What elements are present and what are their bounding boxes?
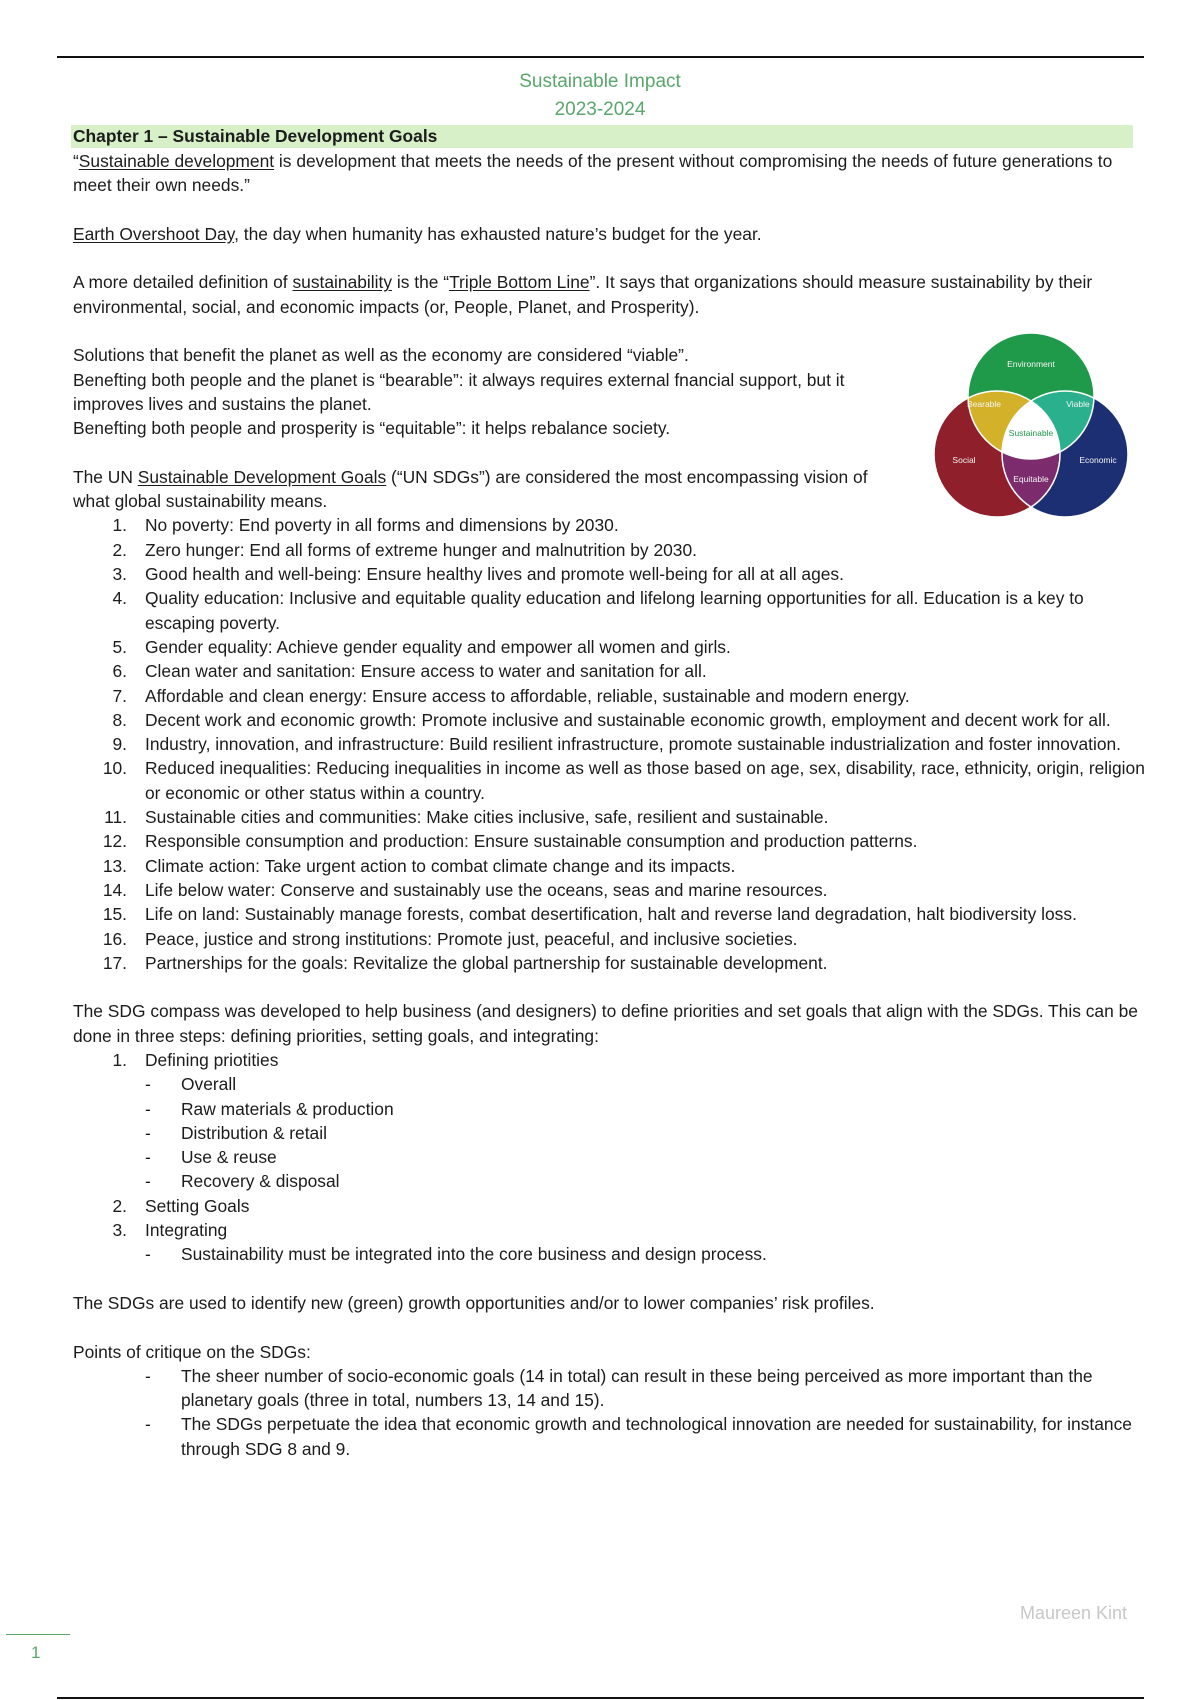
viable-line: Solutions that benefit the planet as well as the economy are considered “viable”.	[73, 345, 689, 366]
term-triple-bottom-line: Triple Bottom Line	[449, 272, 590, 293]
sdg-compass-paragraph: The SDG compass was developed to help business (and designers) to define priorities and set goals that align with the SDGs. This can be done in three steps: defining priorities, setting goals, and integrating:	[73, 1001, 1138, 1046]
author-name: Maureen Kint	[1019, 1603, 1127, 1623]
sdg-item: 10. Reduced inequalities: Reducing inequalities in income as well as those based on age, sex, disability, race, ethnicity, origin, religion or economic or other status within a country.	[102, 758, 1145, 803]
sdg-item: 9. Industry, innovation, and infrastructure: Build resilient infrastructure, promote sustainable industrialization and foster innovation.	[112, 734, 1122, 755]
compass-steps-continued	[73, 1194, 1145, 1243]
chapter-heading: Chapter 1 – Sustainable Development Goals	[71, 125, 1133, 148]
sdg-item: 1. No poverty: End poverty in all forms and dimensions by 2030.	[112, 515, 619, 536]
step3-sublist	[73, 1242, 1145, 1266]
list-item: - Use & reuse	[145, 1147, 277, 1168]
triple-bottom-line-paragraph: A more detailed definition of sustainability is the “Triple Bottom Line”. It says that organizations should measure sustainability by their environmental, social, and economic impacts (or, People, Planet, and Prosperity).	[73, 272, 1093, 317]
sdg-item: 16. Peace, justice and strong institutions: Promote just, peaceful, and inclusive societies.	[102, 928, 798, 949]
sdg-item: 5. Gender equality: Achieve gender equality and empower all women and girls.	[112, 636, 731, 657]
top-rule	[57, 56, 1144, 58]
sdg-item: 6. Clean water and sanitation: Ensure access to water and sanitation for all.	[112, 661, 707, 682]
sdg-item: 12. Responsible consumption and production: Ensure sustainable consumption and production patterns.	[102, 831, 918, 852]
bottom-rule	[57, 1697, 1144, 1699]
sdg-item: 3. Good health and well-being: Ensure healthy lives and promote well-being for all at all ages.	[112, 564, 844, 585]
growth-paragraph: The SDGs are used to identify new (green) growth opportunities and/or to lower companies’ risk profiles.	[73, 1292, 875, 1313]
triple-bottom-line-venn-diagram	[934, 333, 1128, 523]
page-number-rule	[6, 1634, 70, 1635]
compass-step-1: 1. Defining priotities	[112, 1049, 279, 1070]
overshoot-paragraph: Earth Overshoot Day, the day when humanity has exhausted nature’s budget for the year.	[73, 223, 762, 244]
document-title: Sustainable Impact	[519, 71, 681, 92]
venn-label-viable: Viable	[1066, 399, 1090, 409]
venn-label-equitable: Equitable	[1013, 474, 1049, 484]
term-earth-overshoot-day: Earth Overshoot Day	[73, 223, 235, 244]
sdg-item: 8. Decent work and economic growth: Promote inclusive and sustainable economic growth, employment and decent work for all.	[112, 709, 1111, 730]
sdg-item: 17. Partnerships for the goals: Revitalize the global partnership for sustainable development.	[102, 952, 828, 973]
compass-step-2: 2. Setting Goals	[112, 1195, 250, 1216]
critique-list	[73, 1364, 1145, 1461]
venn-label-social: Social	[952, 455, 976, 465]
venn-label-bearable: Bearable	[966, 399, 1002, 409]
sdg-item: 4. Quality education: Inclusive and equitable quality education and lifelong learning opportunities for all. Education is a key to escaping poverty.	[112, 588, 1084, 633]
venn-label-sustainable: Sustainable	[1008, 428, 1054, 438]
sustainable-development-quote: “Sustainable development is development that meets the needs of the present without compromising the needs of future generations to meet their own needs.”	[73, 151, 1113, 196]
sdg-item: 7. Affordable and clean energy: Ensure access to affordable, reliable, sustainable and modern energy.	[112, 685, 910, 706]
venn-label-environment: Environment	[1007, 359, 1055, 369]
term-sustainability: sustainability	[292, 272, 393, 293]
equitable-line: Benefting both people and prosperity is “equitable”: it helps rebalance society.	[73, 418, 671, 439]
compass-step-3: 3. Integrating	[112, 1220, 228, 1241]
step1-sublist	[73, 1072, 1145, 1193]
list-item: - The SDGs perpetuate the idea that economic growth and technological innovation are needed for sustainability, for instance through SDG 8 and 9.	[145, 1414, 1132, 1459]
compass-steps	[73, 1048, 1145, 1072]
tbl-explanation	[73, 343, 903, 440]
bearable-line: Benefting both people and the planet is “bearable”: it always requires external fnancial support, but it improves lives and sustains the planet.	[73, 369, 845, 414]
list-item: - Sustainability must be integrated into the core business and design process.	[145, 1244, 767, 1265]
sdg-list	[73, 513, 1145, 975]
document-year: 2023-2024	[554, 99, 646, 120]
critique-title: Points of critique on the SDGs:	[73, 1341, 311, 1362]
list-item: - Overall	[145, 1074, 237, 1095]
sdg-item: 2. Zero hunger: End all forms of extreme hunger and malnutrition by 2030.	[112, 539, 697, 560]
list-item: - Recovery & disposal	[145, 1171, 340, 1192]
sdg-item: 14. Life below water: Conserve and sustainably use the oceans, seas and marine resources.	[102, 879, 828, 900]
term-sustainable-development: Sustainable development	[78, 151, 275, 171]
page-number: 1	[31, 1643, 41, 1662]
sdg-intro-paragraph: The UN Sustainable Development Goals (“UN SDGs”) are considered the most encompassing vision of what global sustainability means.	[73, 466, 868, 512]
list-item: - The sheer number of socio-economic goals (14 in total) can result in these being perceived as more important than the planetary goals (three in total, numbers 13, 14 and 15).	[145, 1365, 1093, 1411]
sdg-item: 11. Sustainable cities and communities: Make cities inclusive, safe, resilient and sustainable.	[104, 807, 829, 828]
sdg-item: 15. Life on land: Sustainably manage forests, combat desertification, halt and reverse land degradation, halt biodiversity loss.	[102, 904, 1077, 925]
venn-label-economic: Economic	[1079, 455, 1117, 465]
term-sdgs: Sustainable Development Goals	[137, 466, 387, 487]
list-item: - Distribution & retail	[145, 1122, 327, 1143]
list-item: - Raw materials & production	[145, 1098, 394, 1119]
sdg-item: 13. Climate action: Take urgent action to combat climate change and its impacts.	[102, 855, 736, 876]
